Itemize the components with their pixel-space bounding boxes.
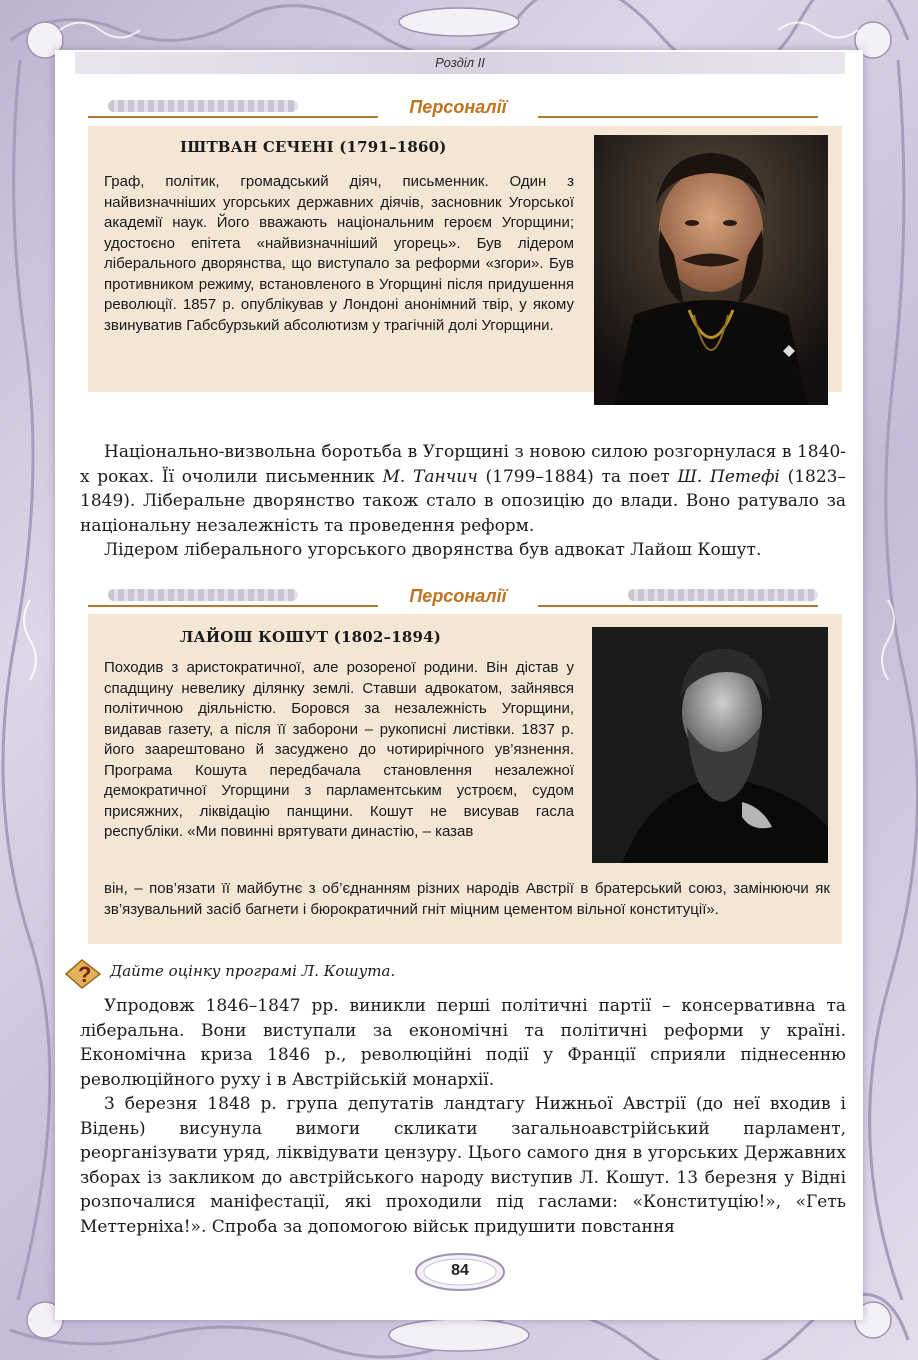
question-prompt	[60, 958, 840, 990]
question-icon	[64, 958, 102, 990]
bio-name-1: ІШТВАН СЕЧЕНІ (1791–1860)	[180, 138, 447, 156]
persona-heading-bar-1	[88, 96, 818, 122]
bio-name-2: ЛАЙОШ КОШУТ (1802–1894)	[180, 628, 442, 646]
portrait-kossuth	[592, 627, 828, 863]
bio-text-2-continued: він, – пов’язати її майбутнє з об’єднанням різних народів Австрії в братерський союз, замінюючи як зв’язувальний засіб багнети і бюрократичний гніт міцним цементом вільної конституції».	[104, 880, 830, 918]
question-text: Дайте оцінку програмі Л. Кошута.	[110, 962, 396, 980]
bio-text-1: Граф, політик, громадський діяч, письменник. Один з найвизначніших угорських державних діячів, засновник Угорської академії наук. Його вважають національним героєм Угорщини; удостоєно епітета «найвизначніший угорець». Був лідером ліберального дворянства, що виступало за реформи «згори». Був противником режиму, встановленого в Угорщині після придушення революції. 1857 р. опублікував у Лондоні анонімний твір, у якому звинуватив Габсбурзький абсолютизм у трагічній долі Угорщини.	[104, 173, 574, 334]
page-number: 84	[451, 1262, 469, 1279]
body-paragraphs-2	[80, 994, 846, 1239]
persona-heading-1: Персоналії	[378, 96, 538, 118]
page-number-badge	[414, 1252, 506, 1292]
paragraph: Національно-визвольна боротьба в Угорщині з новою силою розгорнулася в 1840-х роках. Її очолили письменник М. Танчич (1799–1884) та поет Ш. Петефі (1823–1849). Ліберальне дворянство також стало в опозицію до влади. Воно ратувало за національну незалежність та проведення реформ.	[80, 442, 846, 536]
portrait-szechenyi	[594, 135, 828, 405]
paragraph: Лідером ліберального угорського дворянства був адвокат Лайош Кошут.	[104, 540, 762, 560]
paragraph: Упродовж 1846–1847 рр. виникли перші політичні партії – консервативна та ліберальна. Вони виступали за економічні та політичні реформи у країні. Економічна криза 1846 р., революційні події у Франції сприяли піднесенню революційного руху і в Австрійській монархії.	[80, 996, 846, 1090]
person-name: М. Танчич	[382, 466, 478, 487]
section-header: Розділ ІІ	[75, 52, 845, 74]
paragraph: 3 березня 1848 р. група депутатів ландтагу Нижньої Австрії (до неї входив і Відень) висунула вимоги скликати загальноавстрійський парламент, реорганізувати уряд, ліквідувати цензуру. Цього самого дня в угорських Державних зборах із закликом до австрійського народу виступив Л. Кошут. 13 березня у Відні розпочалися маніфестації, які проходили під гаслами: «Конституцію!», «Геть Меттерніха!». Спроба за допомогою військ придушити повстання	[80, 1094, 846, 1237]
svg-text:?: ?	[78, 962, 92, 987]
body-paragraphs-1	[80, 440, 846, 563]
persona-heading-bar-2	[88, 585, 818, 611]
person-name: Ш. Петефі	[677, 466, 780, 487]
bio-text-2: Походив з аристократичної, але розореної родини. Він дістав у спадщину невелику ділянку землі. Ставши адвокатом, зайнявся політичною діяльністю. Боровся за незалежність Угорщини, видавав газету, а після її заборони – рукописні листівки. 1837 р. його заарештовано й засуджено до чотирирічного ув’язнення. Програма Кошута передбачала становлення незалежної демократичної Угорщини з парламентським устроєм, судом присяжних, ліквідацію панщини. Кошут не висував гасла республіки. «Ми повинні врятувати династію, – казав	[104, 659, 574, 840]
persona-heading-2: Персоналії	[378, 585, 538, 607]
